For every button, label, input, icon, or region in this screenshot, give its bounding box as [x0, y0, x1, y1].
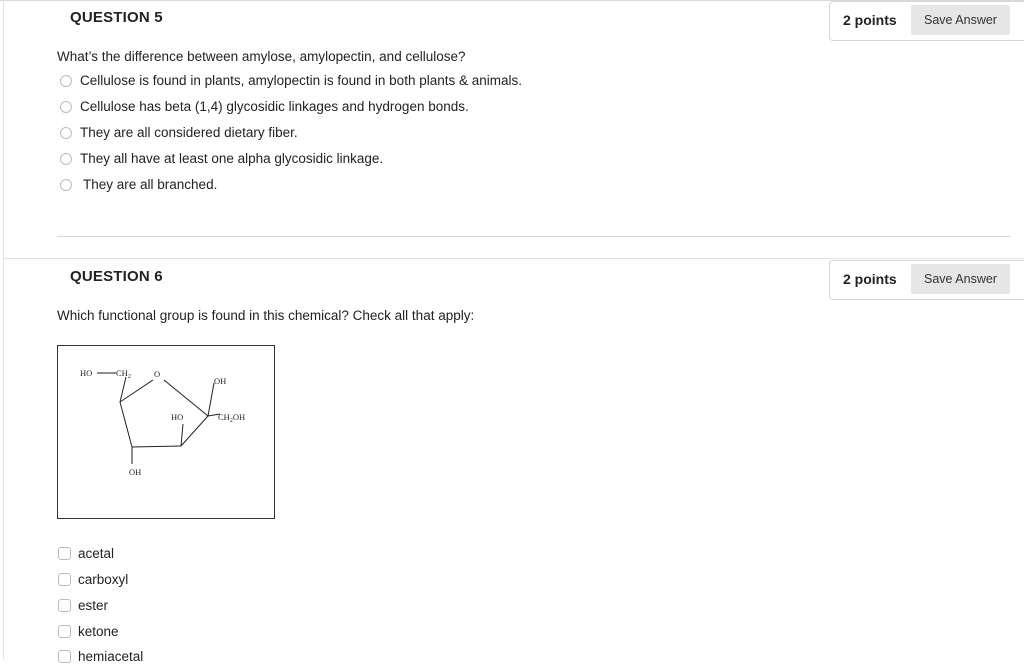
- question-5-text: What’s the difference between amylose, amylopectin, and cellulose?: [57, 49, 466, 64]
- checkbox[interactable]: [58, 650, 71, 663]
- question-6-save-answer-button[interactable]: Save Answer: [911, 264, 1010, 294]
- question-6-option-ketone[interactable]: [58, 624, 119, 639]
- option-label: carboxyl: [78, 572, 129, 587]
- radio-button[interactable]: [60, 153, 72, 165]
- section-divider: [3, 258, 1024, 259]
- option-label: hemiacetal: [78, 649, 144, 664]
- ring-oxygen-label: O: [154, 369, 161, 379]
- radio-button[interactable]: [60, 75, 72, 87]
- oh-label-bottom: OH: [129, 467, 142, 477]
- checkbox[interactable]: [58, 547, 71, 560]
- ho-label-inner: HO: [171, 412, 184, 422]
- question-5-option-5[interactable]: [60, 177, 217, 192]
- option-label: Cellulose has beta (1,4) glycosidic linkages and hydrogen bonds.: [80, 99, 469, 114]
- radio-button[interactable]: [60, 179, 72, 191]
- question-6-option-carboxyl[interactable]: [58, 572, 128, 587]
- question-5-title: QUESTION 5: [70, 9, 163, 26]
- option-label: They are all branched.: [83, 177, 218, 192]
- ho-label-left: HO: [80, 368, 93, 378]
- question-6-points-panel: [829, 260, 1024, 300]
- radio-button[interactable]: [60, 101, 72, 113]
- option-label: Cellulose is found in plants, amylopectin is found in both plants & animals.: [80, 73, 522, 88]
- question-5-points-panel: [829, 1, 1024, 41]
- oh-label-top: OH: [214, 376, 227, 386]
- question-5-save-answer-button[interactable]: Save Answer: [911, 5, 1010, 35]
- chemical-structure-image: [57, 345, 275, 519]
- left-border: [3, 0, 4, 660]
- furanose-structure-drawing: [58, 346, 274, 518]
- question-5-points: 2 points: [843, 12, 897, 28]
- option-label: ketone: [78, 624, 119, 639]
- question-divider: [57, 236, 1010, 237]
- question-5-option-3[interactable]: [60, 125, 298, 140]
- checkbox[interactable]: [58, 573, 71, 586]
- option-label: acetal: [78, 546, 115, 561]
- question-6-option-hemiacetal[interactable]: [58, 649, 143, 664]
- option-label: They all have at least one alpha glycosidic linkage.: [80, 151, 384, 166]
- question-5-option-2[interactable]: [60, 99, 469, 114]
- question-6-title: QUESTION 6: [70, 268, 163, 285]
- question-5-option-4[interactable]: [60, 151, 383, 166]
- option-label: ester: [78, 598, 109, 613]
- question-5-option-1[interactable]: [60, 73, 522, 88]
- question-6-points: 2 points: [843, 271, 897, 287]
- question-6-option-acetal[interactable]: [58, 546, 114, 561]
- ch2oh-label: $CH_2OH$: [218, 412, 246, 424]
- ch2-label-left: $CH_2$: [116, 368, 131, 380]
- checkbox[interactable]: [58, 625, 71, 638]
- option-label: They are all considered dietary fiber.: [80, 125, 298, 140]
- radio-button[interactable]: [60, 127, 72, 139]
- question-6-text: Which functional group is found in this chemical? Check all that apply:: [57, 308, 475, 323]
- checkbox[interactable]: [58, 599, 71, 612]
- question-6-option-ester[interactable]: [58, 598, 108, 613]
